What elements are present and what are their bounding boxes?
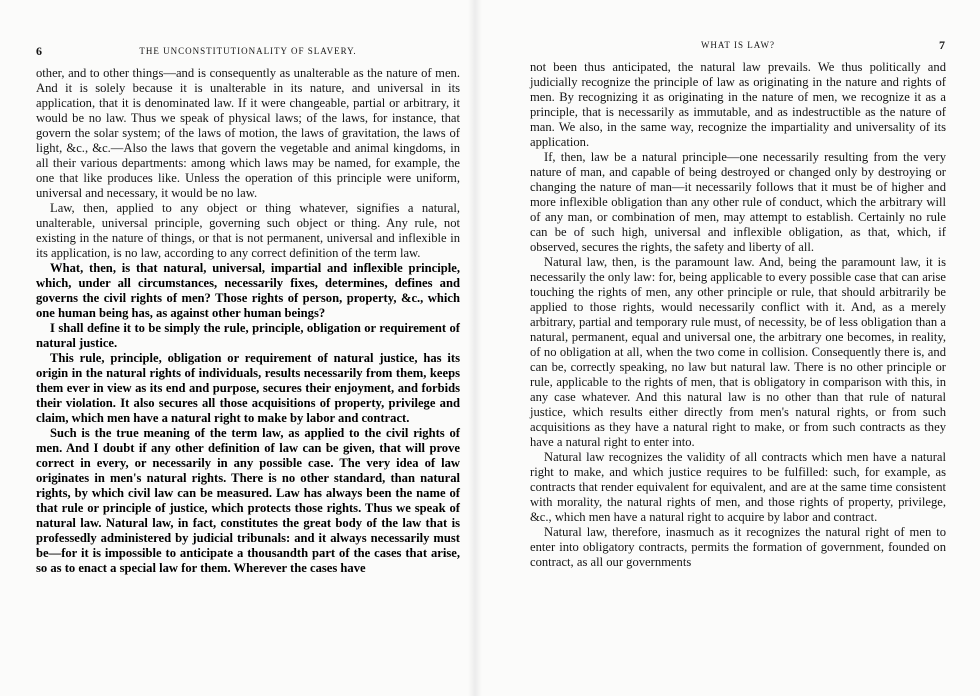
left-page — [0, 0, 470, 696]
paragraph: Law, then, applied to any object or thing whatever, signifies a natural, unalterable, universal principle, governing such object or thing. Any rule, not existing in the nature of things, or that is not permanent, universal and inflexible in its application, is no law, according to any correct definition of the term law. — [36, 201, 460, 260]
paragraph: I shall define it to be simply the rule, principle, obligation or requirement of natural justice. — [36, 321, 460, 350]
paragraph: What, then, is that natural, universal, impartial and inflexible principle, which, under all circumstances, necessarily fixes, determines, defines and governs the civil rights of men? Those rights of person, property, &c., which one human being has, as against other human beings? — [36, 261, 460, 320]
paragraph: Natural law recognizes the validity of all contracts which men have a natural right to make, and which justice requires to be fulfilled: such, for example, as contracts that render equivalent for equivalent, and are at the same time consistent with morality, the natural rights of men, and those rights of property, privilege, &c., which men have a natural right to acquire by labor and contract. — [530, 450, 946, 524]
paragraph: Natural law, therefore, inasmuch as it recognizes the natural right of men to enter into obligatory contracts, permits the formation of government, founded on contract, as all our governments — [530, 525, 946, 569]
paragraph: Natural law, then, is the paramount law. And, being the paramount law, it is necessarily the only law: for, being applicable to every possible case that can arise touching the rights of men, any other principle or rule, that should arbitrarily be applied to those rights, would necessarily conflict with it. And, as a merely arbitrary, partial and temporary rule must, of necessity, be of less obligation than a natural, permanent, equal and universal one, the arbitrary one becomes, in reality, of no obligation at all, when the two come in collision. Consequently there is, and can be, correctly speaking, no law but natural law. There is no other principle or rule, applicable to the rights of men, that is obligatory in comparison with this, in any case whatever. And this natural law is no other than that rule of natural justice, which results either directly from men's natural rights, or from such acquisitions as they have a natural right to make, or from such contracts as they have a natural right to enter into. — [530, 255, 946, 449]
left-running-title: THE UNCONSTITUTIONALITY OF SLAVERY. — [139, 46, 357, 56]
right-page — [478, 0, 980, 696]
paragraph: This rule, principle, obligation or requirement of natural justice, has its origin in the natural rights of individuals, results necessarily from them, keeps them ever in view as its end and purpose, secures their enjoyment, and forbids their violation. It also secures all those acquisitions of property, privilege and claim, which men have a natural right to make by labor and contract. — [36, 351, 460, 425]
paragraph: Such is the true meaning of the term law, as applied to the civil rights of men. And I doubt if any other definition of law can be given, that will prove correct in every, or necessarily in any possible case. The very idea of law originates in men's natural rights. There is no other standard, than natural rights, by which civil law can be measured. Law has always been the name of that rule or principle of justice, which protects those rights. Thus we speak of natural law. Natural law, in fact, constitutes the great body of the law that is professedly administered by judicial tribunals: and it always necessarily must be—for it is impossible to anticipate a thousandth part of the cases that arise, so as to enact a special law for them. Wherever the cases have — [36, 426, 460, 575]
left-running-head — [36, 46, 460, 60]
right-page-text — [530, 60, 946, 570]
right-running-head — [530, 40, 946, 54]
paragraph: other, and to other things—and is consequently as unalterable as the nature of men. And it is solely because it is unalterable in its nature, and universal in its application, that it is denominated law. If it were changeable, partial or arbitrary, it would be no law. Thus we speak of physical laws; of the laws, for instance, that govern the solar system; of the laws of motion, the laws of gravitation, the laws of light, &c., &c.—Also the laws that govern the vegetable and animal kingdoms, in all their various departments: among which laws may be named, for example, the one that like produces like. Unless the operation of this principle were uniform, universal and necessary, it would be no law. — [36, 66, 460, 200]
left-page-number: 6 — [36, 44, 43, 58]
left-page-text — [36, 66, 460, 576]
right-page-number: 7 — [939, 38, 946, 52]
paragraph: not been thus anticipated, the natural law prevails. We thus politically and judicially recognize the principle of law as originating in the nature and rights of men. By recognizing it as originating in the nature of men, we recognize it as a principle, that is necessarily as immutable, and as indestructible as the nature of man. We also, in the same way, recognize the impartiality and universality of its application. — [530, 60, 946, 149]
right-running-title: WHAT IS LAW? — [700, 40, 776, 50]
paragraph: If, then, law be a natural principle—one necessarily resulting from the very nature of man, and capable of being destroyed or changed only by destroying or changing the nature of man—it necessarily follows that it must be of higher and more inflexible obligation than any other rule of conduct, which the arbitrary will of any man, or combination of men, may attempt to establish. Certainly no rule can be of such high, universal and inflexible obligation, as that, which, if observed, secures the rights, the safety and liberty of all. — [530, 150, 946, 254]
